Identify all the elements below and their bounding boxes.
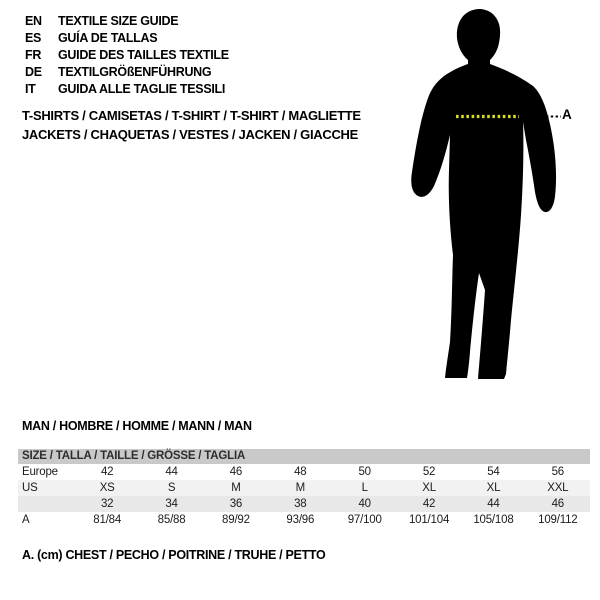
size-table-header: SIZE / TALLA / TAILLE / GRÖSSE / TAGLIA	[18, 449, 590, 464]
table-cell: 46	[551, 498, 565, 510]
table-cell: 42	[100, 466, 114, 478]
table-cell: 34	[165, 498, 178, 510]
man-silhouette-figure	[398, 5, 578, 395]
table-cell: 101/104	[408, 514, 450, 526]
table-cell: 48	[294, 466, 307, 478]
language-label: GUIDA ALLE TAGLIE TESSILI	[58, 82, 226, 96]
table-cell: M	[231, 482, 241, 494]
table-cell: 44	[165, 466, 178, 478]
measurement-a-label: A	[562, 107, 572, 122]
row-label	[18, 496, 75, 512]
language-row	[25, 47, 229, 64]
table-cell: 93/96	[286, 514, 315, 526]
table-cell: 42	[422, 498, 436, 510]
language-label: TEXTILGRÖßENFÜHRUNG	[58, 65, 212, 79]
table-cell: 54	[487, 466, 500, 478]
table-cell: 85/88	[157, 514, 186, 526]
table-cell: 32	[100, 498, 114, 510]
language-label: TEXTILE SIZE GUIDE	[58, 14, 179, 28]
language-label: GUÍA DE TALLAS	[58, 31, 158, 45]
table-row-chest-a	[18, 512, 590, 528]
table-cell: 109/112	[538, 514, 578, 526]
table-cell: M	[295, 482, 305, 494]
table-cell: L	[361, 482, 368, 494]
language-row	[25, 81, 229, 98]
category-line-tshirts: T-SHIRTS / CAMISETAS / T-SHIRT / T-SHIRT / MAGLIETTE	[22, 108, 361, 123]
table-cell: 81/84	[93, 514, 122, 526]
table-cell: 97/100	[347, 514, 382, 526]
table-row-alt-sizes	[18, 496, 590, 512]
table-cell: S	[167, 482, 176, 494]
table-cell: XS	[99, 482, 115, 494]
table-cell: 46	[229, 466, 243, 478]
table-cell: 50	[358, 466, 371, 478]
table-cell: 89/92	[222, 514, 250, 526]
language-row	[25, 13, 229, 30]
row-label: Europe	[22, 466, 58, 478]
size-table	[18, 449, 590, 528]
man-silhouette	[411, 9, 556, 379]
table-cell: 52	[422, 466, 436, 478]
table-cell: 105/108	[473, 514, 514, 526]
category-line-jackets: JACKETS / CHAQUETAS / VESTES / JACKEN / GIACCHE	[22, 127, 358, 142]
language-code: ES	[25, 31, 42, 45]
table-cell: 36	[229, 498, 243, 510]
language-label: GUIDE DES TAILLES TEXTILE	[58, 48, 229, 62]
row-label: US	[22, 482, 38, 494]
table-cell: 38	[294, 498, 307, 510]
table-cell: 44	[487, 498, 500, 510]
table-cell: 56	[551, 466, 565, 478]
language-row	[25, 64, 229, 81]
language-code: EN	[25, 14, 42, 28]
table-row-europe	[18, 464, 590, 480]
table-cell: XXL	[547, 482, 569, 494]
category-lines	[22, 106, 361, 144]
language-row	[25, 30, 229, 47]
measurement-footnote: A. (cm) CHEST / PECHO / POITRINE / TRUHE / PETTO	[22, 548, 326, 562]
row-label: A	[22, 514, 30, 526]
language-code: FR	[25, 48, 42, 62]
table-cell: XL	[486, 482, 501, 494]
table-cell: 40	[358, 498, 371, 510]
section-title-man: MAN / HOMBRE / HOMME / MANN / MAN	[22, 419, 252, 433]
table-row-us	[18, 480, 590, 496]
table-cell: XL	[422, 482, 436, 494]
language-code: IT	[25, 82, 36, 96]
language-list	[25, 13, 229, 98]
language-code: DE	[25, 65, 42, 79]
